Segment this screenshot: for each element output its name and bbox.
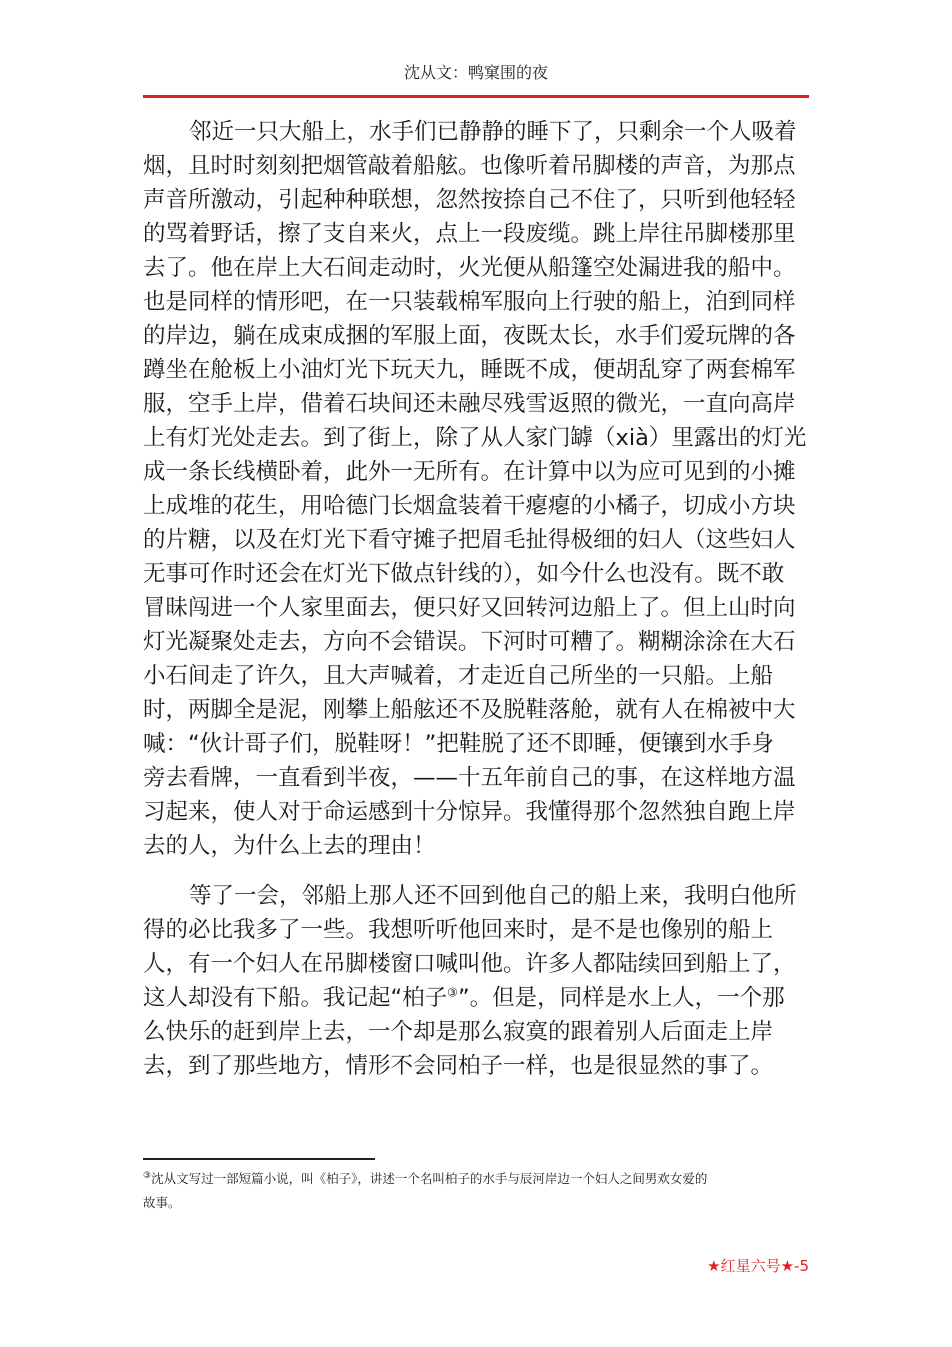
text-line: 冒昧闯进一个人家里面去，便只好又回转河边船上了。但上山时向 (143, 595, 796, 621)
text-segment: 这人却没有下船。我记起“柏子 (143, 985, 448, 1011)
page-footer-label: ★红星六号★-5 (707, 1257, 809, 1275)
footnote-mark: ③ (143, 1170, 152, 1181)
text-line: 也是同样的情形吧，在一只装载棉军服向上行驶的船上，泊到同样 (143, 289, 796, 315)
text-line: 人，有一个妇人在吊脚楼窗口喊叫他。许多人都陆续回到船上了， (143, 951, 796, 977)
text-line: 的岸边，躺在成束成捆的军服上面，夜既太长，水手们爱玩牌的各 (143, 323, 796, 349)
text-line: 去，到了那些地方，情形不会同柏子一样，也是很显然的事了。 (143, 1053, 774, 1079)
text-line: 喊：“伙计哥子们，脱鞋呀！”把鞋脱了还不即睡，便镶到水手身 (143, 731, 774, 757)
footnote-reference[interactable]: ③ (447, 985, 458, 1000)
text-line: 无事可作时还会在灯光下做点针线的），如今什么也没有。既不敢 (143, 561, 785, 587)
text-line: 时，两脚全是泥，刚攀上船舷还不及脱鞋落舱，就有人在棉被中大 (143, 697, 796, 723)
text-line: 小石间走了许久，且大声喊着，才走近自己所坐的一只船。上船 (143, 663, 774, 689)
text-line: 的骂着野话，擦了支自来火，点上一段废缆。跳上岸往吊脚楼那里 (143, 221, 796, 247)
text-line (143, 983, 809, 1013)
text-line: 声音所激动，引起种种联想，忽然按捺自己不住了，只听到他轻轻 (143, 187, 796, 213)
text-line: 上成堆的花生，用哈德门长烟盒装着干瘪瘪的小橘子，切成小方块 (143, 493, 796, 519)
footnote-rule (143, 1158, 375, 1160)
text-line: 旁去看牌，一直看到半夜，——十五年前自己的事，在这样地方温 (143, 765, 796, 791)
text-line: 的片糖，以及在灯光下看守摊子把眉毛扯得极细的妇人（这些妇人 (143, 527, 796, 553)
text-line: 么快乐的赶到岸上去，一个却是那么寂寞的跟着别人后面走上岸 (143, 1019, 774, 1045)
text-line: 上有灯光处走去。到了街上，除了从人家门罅（xià）里露出的灯光 (143, 425, 807, 451)
text-line: 习起来，使人对于命运感到十分惊异。我懂得那个忽然独自跑上岸 (143, 799, 796, 825)
text-line: 蹲坐在舱板上小油灯光下玩天九，睡既不成，便胡乱穿了两套棉军 (143, 357, 796, 383)
page-header-title: 沈从文：鸭窠围的夜 (403, 63, 548, 82)
text-line: 得的必比我多了一些。我想听听他回来时，是不是也像别的船上 (143, 917, 774, 943)
footnote-text: 沈从文写过一部短篇小说，叫《柏子》，讲述一个名叫柏子的水手与辰河岸边一个妇人之间男欢女爱的 (151, 1171, 708, 1186)
text-line: 去的人，为什么上去的理由！ (143, 833, 436, 859)
footnote-line (143, 1168, 809, 1190)
header-rule (143, 95, 809, 98)
text-line: 灯光凝聚处走去，方向不会错误。下河时可糟了。糊糊涂涂在大石 (143, 629, 796, 655)
text-segment: ”。但是，同样是水上人，一个那 (457, 985, 785, 1011)
text-line: 烟，且时时刻刻把烟管敲着船舷。也像听着吊脚楼的声音，为那点 (143, 153, 796, 179)
text-line: 等了一会，邻船上那人还不回到他自己的船上来，我明白他所 (189, 883, 797, 909)
text-line: 邻近一只大船上，水手们已静静的睡下了，只剩余一个人吸着 (189, 119, 797, 145)
text-line: 去了。他在岸上大石间走动时，火光便从船篷空处漏进我的船中。 (143, 255, 796, 281)
footnote-line: 故事。 (143, 1195, 181, 1210)
text-line: 成一条长线横卧着，此外一无所有。在计算中以为应可见到的小摊 (143, 459, 796, 485)
text-line: 服，空手上岸，借着石块间还未融尽残雪返照的微光，一直向高岸 (143, 391, 796, 417)
